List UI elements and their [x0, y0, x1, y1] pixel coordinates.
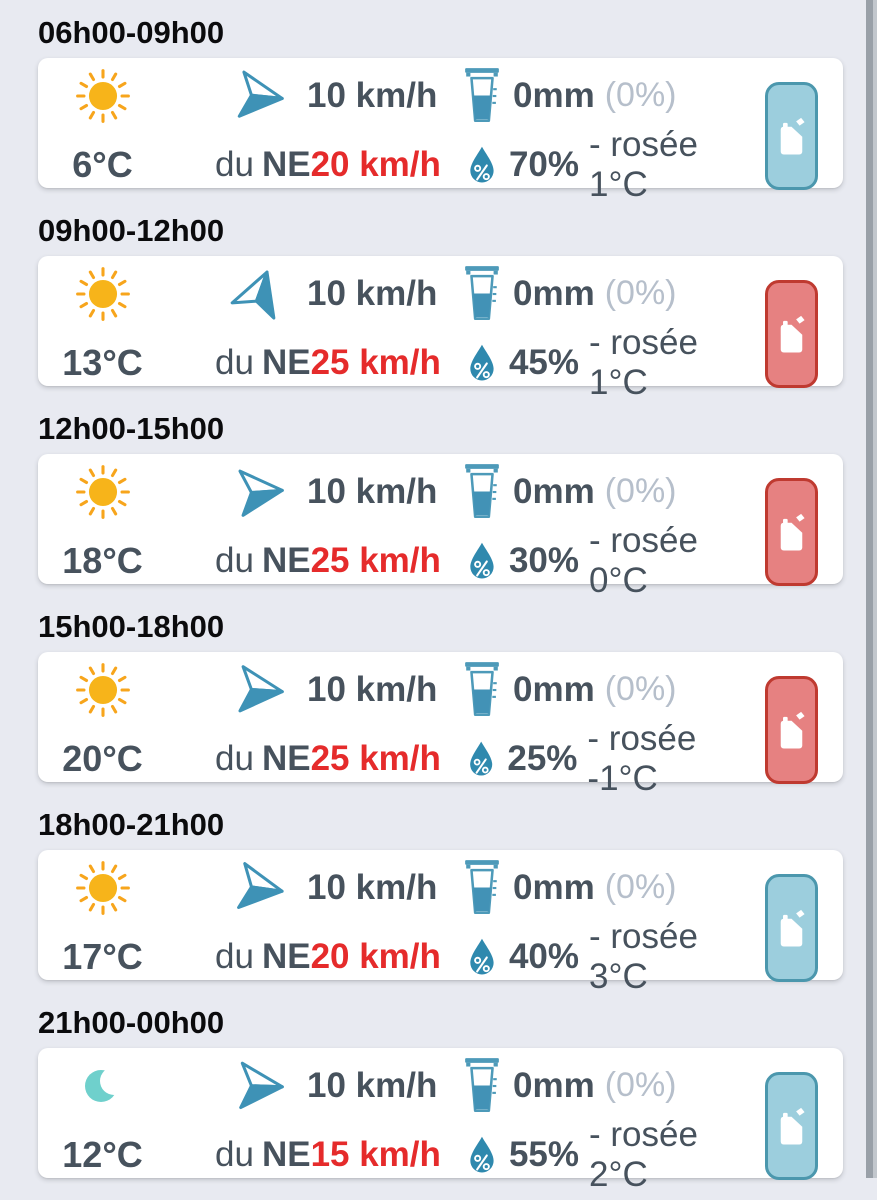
forecast-card[interactable]	[38, 256, 843, 402]
wind-speed: 10 km/h	[307, 75, 438, 115]
wind-gust-row	[205, 521, 455, 601]
rain-amount: 0mm	[513, 471, 595, 511]
humidity-drop-icon	[467, 540, 497, 582]
sun-icon	[74, 265, 132, 323]
dew-point: - rosée 1°C	[589, 125, 698, 204]
forecast-period	[38, 212, 843, 402]
temperature: 6°C	[72, 144, 133, 185]
wind-direction-arrow-icon	[231, 464, 287, 520]
jerrycan-icon	[776, 116, 807, 156]
wind-from-label: du	[215, 739, 254, 778]
wind-direction-arrow-icon	[231, 68, 287, 124]
rain-gauge-icon	[463, 660, 501, 719]
rain-gauge-icon	[463, 66, 501, 125]
moon-icon	[78, 1061, 128, 1111]
temperature: 12°C	[62, 1134, 143, 1175]
humidity-row	[455, 719, 755, 799]
watering-cell	[755, 660, 843, 799]
forecast-card[interactable]	[38, 58, 843, 204]
wind-direction: NE	[261, 1135, 311, 1174]
period-title: 18h00-21h00	[38, 807, 225, 842]
wind-speed-row	[205, 66, 455, 125]
wind-speed: 10 km/h	[307, 867, 438, 907]
forecast-card[interactable]	[38, 1048, 843, 1194]
humidity-value: 70%	[508, 145, 579, 184]
sky-cell	[38, 462, 205, 521]
rain-amount: 0mm	[513, 1065, 595, 1105]
humidity-drop-icon	[467, 936, 497, 978]
sky-cell	[38, 264, 205, 323]
wind-direction-arrow-icon	[231, 1058, 287, 1114]
jerrycan-icon	[776, 908, 807, 948]
humidity-row	[455, 125, 755, 205]
wind-gust-row	[205, 719, 455, 799]
rain-amount: 0mm	[513, 273, 595, 313]
temperature: 20°C	[62, 738, 143, 779]
wind-gust: 25 km/h	[310, 343, 441, 382]
wind-direction: NE	[261, 739, 311, 778]
wind-gust: 25 km/h	[310, 541, 441, 580]
dew-point: - rosée 0°C	[589, 521, 698, 600]
wind-gust: 20 km/h	[310, 145, 441, 184]
jerrycan-icon	[776, 1106, 807, 1146]
wind-speed-row	[205, 1056, 455, 1115]
humidity-value: 30%	[508, 541, 579, 580]
humidity-row	[455, 323, 755, 403]
sun-icon	[74, 859, 132, 917]
rain-gauge-icon	[463, 264, 501, 323]
wind-gust-row	[205, 323, 455, 403]
humidity-drop-icon	[467, 738, 495, 780]
humidity-drop-icon	[467, 1134, 497, 1176]
wind-gust: 25 km/h	[310, 739, 441, 778]
humidity-value: 55%	[508, 1135, 579, 1174]
rain-gauge-icon	[463, 1056, 501, 1115]
wind-gust: 15 km/h	[310, 1135, 441, 1174]
wind-direction: NE	[261, 145, 311, 184]
sky-cell	[38, 858, 205, 917]
wind-from-label: du	[215, 541, 254, 580]
period-title: 12h00-15h00	[38, 411, 225, 446]
forecast-period	[38, 1004, 843, 1194]
rain-row	[455, 858, 755, 917]
wind-from-label: du	[215, 937, 254, 976]
watering-indicator-button[interactable]	[765, 478, 818, 586]
watering-cell	[755, 66, 843, 205]
watering-cell	[755, 462, 843, 601]
sun-icon	[74, 661, 132, 719]
dew-point: - rosée 3°C	[589, 917, 698, 996]
wind-from-label: du	[215, 145, 254, 184]
period-title: 09h00-12h00	[38, 213, 225, 248]
wind-speed: 10 km/h	[307, 669, 438, 709]
wind-speed-row	[205, 858, 455, 917]
watering-indicator-button[interactable]	[765, 874, 818, 982]
rain-row	[455, 660, 755, 719]
watering-indicator-button[interactable]	[765, 1072, 818, 1180]
rain-amount: 0mm	[513, 669, 595, 709]
rain-amount: 0mm	[513, 867, 595, 907]
humidity-drop-icon	[467, 342, 497, 384]
humidity-value: 25%	[507, 739, 578, 778]
jerrycan-icon	[776, 314, 807, 354]
forecast-period	[38, 608, 843, 798]
sun-icon	[74, 67, 132, 125]
forecast-card[interactable]	[38, 652, 843, 798]
rain-probability: (0%)	[604, 670, 677, 708]
rain-row	[455, 1056, 755, 1115]
wind-from-label: du	[215, 1135, 254, 1174]
rain-row	[455, 462, 755, 521]
watering-indicator-button[interactable]	[765, 676, 818, 784]
wind-gust-row	[205, 917, 455, 997]
rain-row	[455, 264, 755, 323]
wind-speed: 10 km/h	[307, 273, 438, 313]
wind-direction-arrow-icon	[231, 860, 287, 916]
forecast-period	[38, 806, 843, 996]
humidity-value: 45%	[508, 343, 579, 382]
rain-row	[455, 66, 755, 125]
wind-speed-row	[205, 660, 455, 719]
rain-probability: (0%)	[604, 76, 677, 114]
wind-speed: 10 km/h	[307, 1065, 438, 1105]
forecast-period	[38, 410, 843, 600]
watering-cell	[755, 858, 843, 997]
humidity-value: 40%	[508, 937, 579, 976]
rain-probability: (0%)	[604, 274, 677, 312]
humidity-row	[455, 917, 755, 997]
sky-cell	[38, 66, 205, 125]
watering-indicator-button[interactable]	[765, 280, 818, 388]
jerrycan-icon	[776, 512, 807, 552]
humidity-row	[455, 521, 755, 601]
rain-amount: 0mm	[513, 75, 595, 115]
rain-probability: (0%)	[604, 472, 677, 510]
watering-cell	[755, 264, 843, 403]
scrollbar[interactable]	[866, 0, 877, 1178]
wind-gust-row	[205, 1115, 455, 1195]
temperature: 13°C	[62, 342, 143, 383]
wind-gust-row	[205, 125, 455, 205]
forecast-period	[38, 14, 843, 204]
wind-speed-row	[205, 264, 455, 323]
temperature: 17°C	[62, 936, 143, 977]
forecast-card[interactable]	[38, 850, 843, 996]
rain-gauge-icon	[463, 462, 501, 521]
humidity-row	[455, 1115, 755, 1195]
period-title: 15h00-18h00	[38, 609, 225, 644]
wind-direction-arrow-icon	[231, 662, 287, 718]
rain-gauge-icon	[463, 858, 501, 917]
wind-from-label: du	[215, 343, 254, 382]
sky-cell	[38, 1056, 205, 1115]
dew-point: - rosée 2°C	[589, 1115, 698, 1194]
watering-cell	[755, 1056, 843, 1195]
forecast-card[interactable]	[38, 454, 843, 600]
period-title: 21h00-00h00	[38, 1005, 225, 1040]
jerrycan-icon	[776, 710, 807, 750]
humidity-drop-icon	[467, 144, 497, 186]
wind-gust: 20 km/h	[310, 937, 441, 976]
sun-icon	[74, 463, 132, 521]
wind-speed-row	[205, 462, 455, 521]
rain-probability: (0%)	[604, 868, 677, 906]
watering-indicator-button[interactable]	[765, 82, 818, 190]
rain-probability: (0%)	[604, 1066, 677, 1104]
temperature: 18°C	[62, 540, 143, 581]
dew-point: - rosée 1°C	[589, 323, 698, 402]
period-title: 06h00-09h00	[38, 15, 225, 50]
wind-direction: NE	[261, 541, 311, 580]
wind-speed: 10 km/h	[307, 471, 438, 511]
dew-point: - rosée -1°C	[587, 719, 697, 798]
wind-direction: NE	[261, 937, 311, 976]
sky-cell	[38, 660, 205, 719]
wind-direction: NE	[261, 343, 311, 382]
wind-direction-arrow-icon	[231, 266, 287, 322]
